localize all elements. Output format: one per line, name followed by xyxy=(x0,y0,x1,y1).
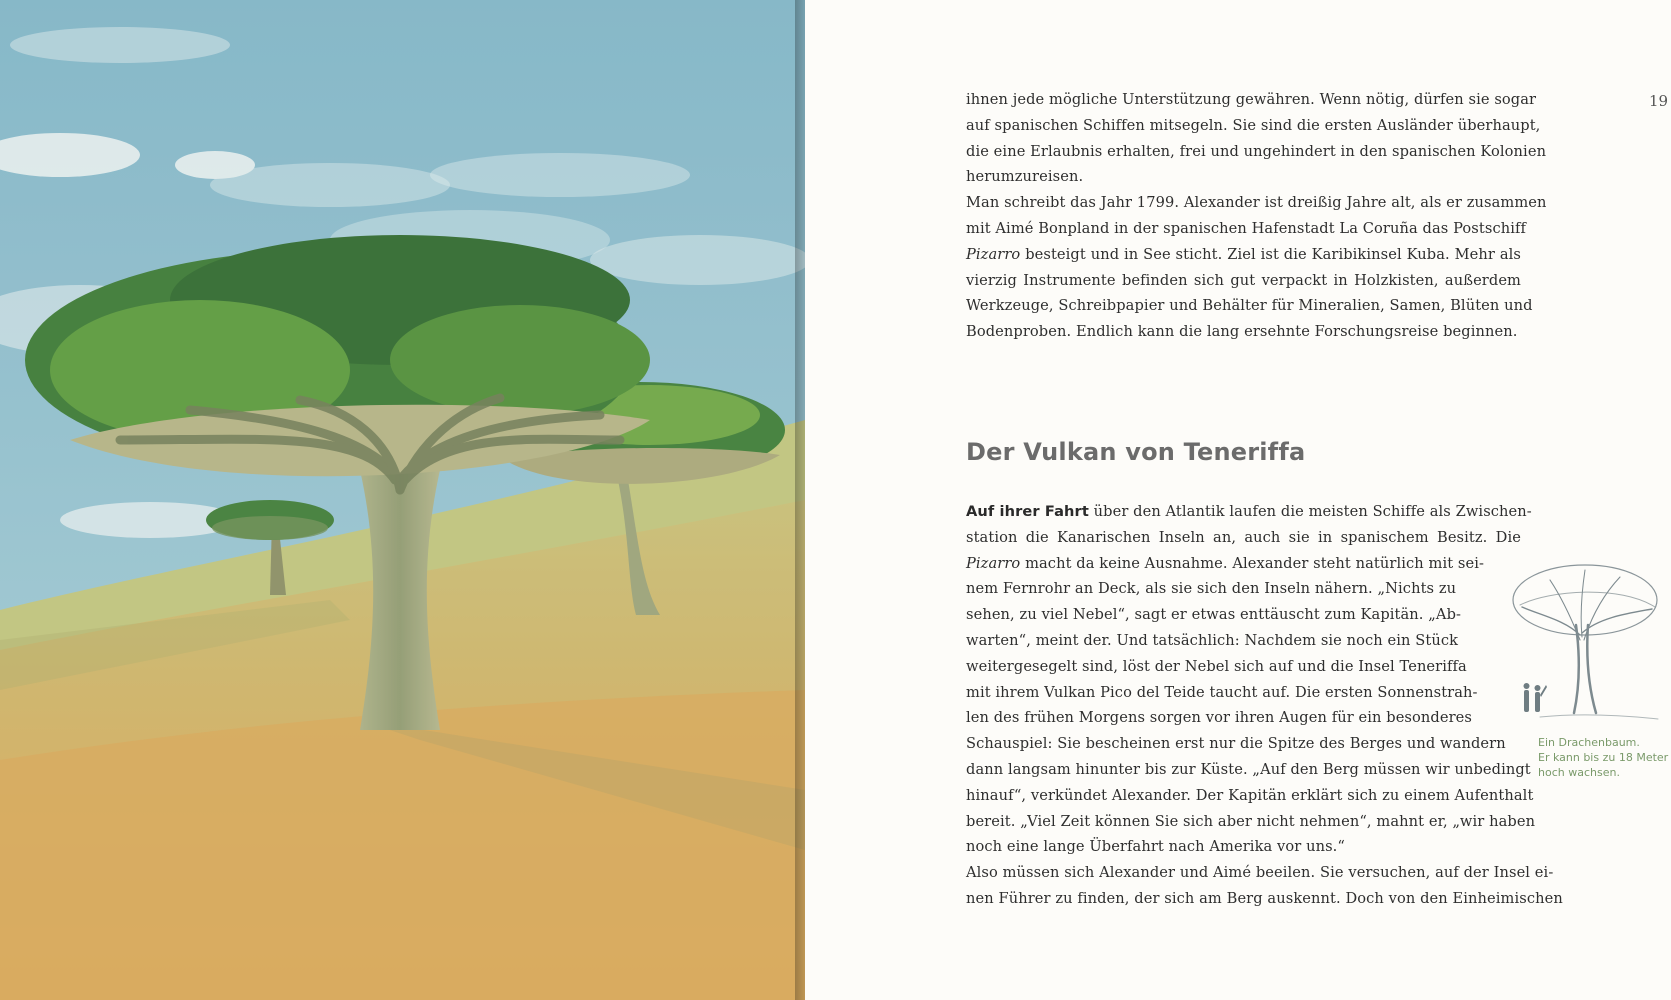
page-number: 19 xyxy=(1649,92,1669,110)
text-line: Schauspiel: Sie bescheinen erst nur die Spitze des Berges und wandern xyxy=(966,735,1506,753)
text-line: Also müssen sich Alexander und Aimé beeilen. Sie versuchen, auf der Insel ei- xyxy=(966,864,1554,882)
illustration-page xyxy=(0,0,805,1000)
text-fragment: über den Atlantik laufen die meisten Schiffe als Zwischen- xyxy=(1088,503,1532,520)
text-line: mit ihrem Vulkan Pico del Teide taucht auf. Die ersten Sonnenstrah- xyxy=(966,683,1478,701)
caption-line: hoch wachsen. xyxy=(1538,766,1620,779)
text-line: nem Fernrohr an Deck, als sie sich den Inseln nähern. „Nichts zu xyxy=(966,580,1457,598)
text-line xyxy=(966,242,1521,268)
text-line xyxy=(966,499,1532,525)
text-line: Bodenproben. Endlich kann die lang ersehnte Forschungsreise beginnen. xyxy=(966,323,1518,341)
text-page xyxy=(805,0,1671,1000)
text-line: vierzig Instrumente befinden sich gut verpackt in Holzkisten, außerdem xyxy=(966,271,1521,289)
text-fragment: besteigt und in See sticht. Ziel ist die Karibikinsel Kuba. Mehr als xyxy=(1020,245,1521,263)
text-line: die eine Erlaubnis erhalten, frei und ungehindert in den spanischen Kolonien xyxy=(966,142,1547,160)
text-line: Man schreibt das Jahr 1799. Alexander ist dreißig Jahre alt, als er zusammen xyxy=(966,194,1547,212)
text-line: mit Aimé Bonpland in der spanischen Hafenstadt La Coruña das Postschiff xyxy=(966,219,1526,237)
section-heading: Der Vulkan von Teneriffa xyxy=(966,438,1306,466)
main-paragraph xyxy=(966,499,1563,912)
lead-in: Auf ihrer Fahrt xyxy=(966,503,1089,520)
dragon-tree-sketch-icon xyxy=(1480,545,1660,730)
text-line: ihnen jede mögliche Unterstützung gewähren. Wenn nötig, dürfen sie sogar xyxy=(966,91,1537,108)
ship-name: Pizarro xyxy=(966,245,1021,263)
text-line: bereit. „Viel Zeit können Sie sich aber nicht nehmen“, mahnt er, „wir haben xyxy=(966,812,1536,830)
text-fragment: macht da keine Ausnahme. Alexander steht natürlich mit sei- xyxy=(1020,554,1485,572)
top-paragraph xyxy=(966,87,1547,345)
text-line: dann langsam hinunter bis zur Küste. „Auf den Berg müssen wir unbedingt xyxy=(966,760,1531,778)
ship-name: Pizarro xyxy=(966,554,1021,572)
text-line: nen Führer zu finden, der sich am Berg auskennt. Doch von den Einheimischen xyxy=(966,889,1563,907)
text-line: warten“, meint der. Und tatsächlich: Nachdem sie noch ein Stück xyxy=(966,631,1459,649)
text-line xyxy=(966,551,1485,577)
text-line: herumzureisen. xyxy=(966,168,1084,186)
text-line: noch eine lange Überfahrt nach Amerika vor uns.“ xyxy=(966,838,1345,856)
caption-line: Er kann bis zu 18 Meter xyxy=(1538,751,1669,764)
image-caption xyxy=(1538,735,1668,780)
text-line: len des frühen Morgens sorgen vor ihren Augen für ein besonderes xyxy=(966,709,1472,727)
dragon-tree-landscape-illustration xyxy=(0,0,805,1000)
text-line: sehen, zu viel Nebel“, sagt er etwas enttäuscht zum Kapitän. „Ab- xyxy=(966,606,1462,624)
text-line: hinauf“, verkündet Alexander. Der Kapitän erklärt sich zu einem Aufenthalt xyxy=(966,786,1534,804)
text-line: auf spanischen Schiffen mitsegeln. Sie sind die ersten Ausländer überhaupt, xyxy=(966,116,1541,134)
text-line: weitergesegelt sind, löst der Nebel sich auf und die Insel Teneriffa xyxy=(966,657,1467,675)
text-line: Werkzeuge, Schreibpapier und Behälter für Mineralien, Samen, Blüten und xyxy=(966,297,1533,315)
text-line: station die Kanarischen Inseln an, auch sie in spanischem Besitz. Die xyxy=(966,528,1521,546)
caption-line: Ein Drachenbaum. xyxy=(1538,736,1640,749)
